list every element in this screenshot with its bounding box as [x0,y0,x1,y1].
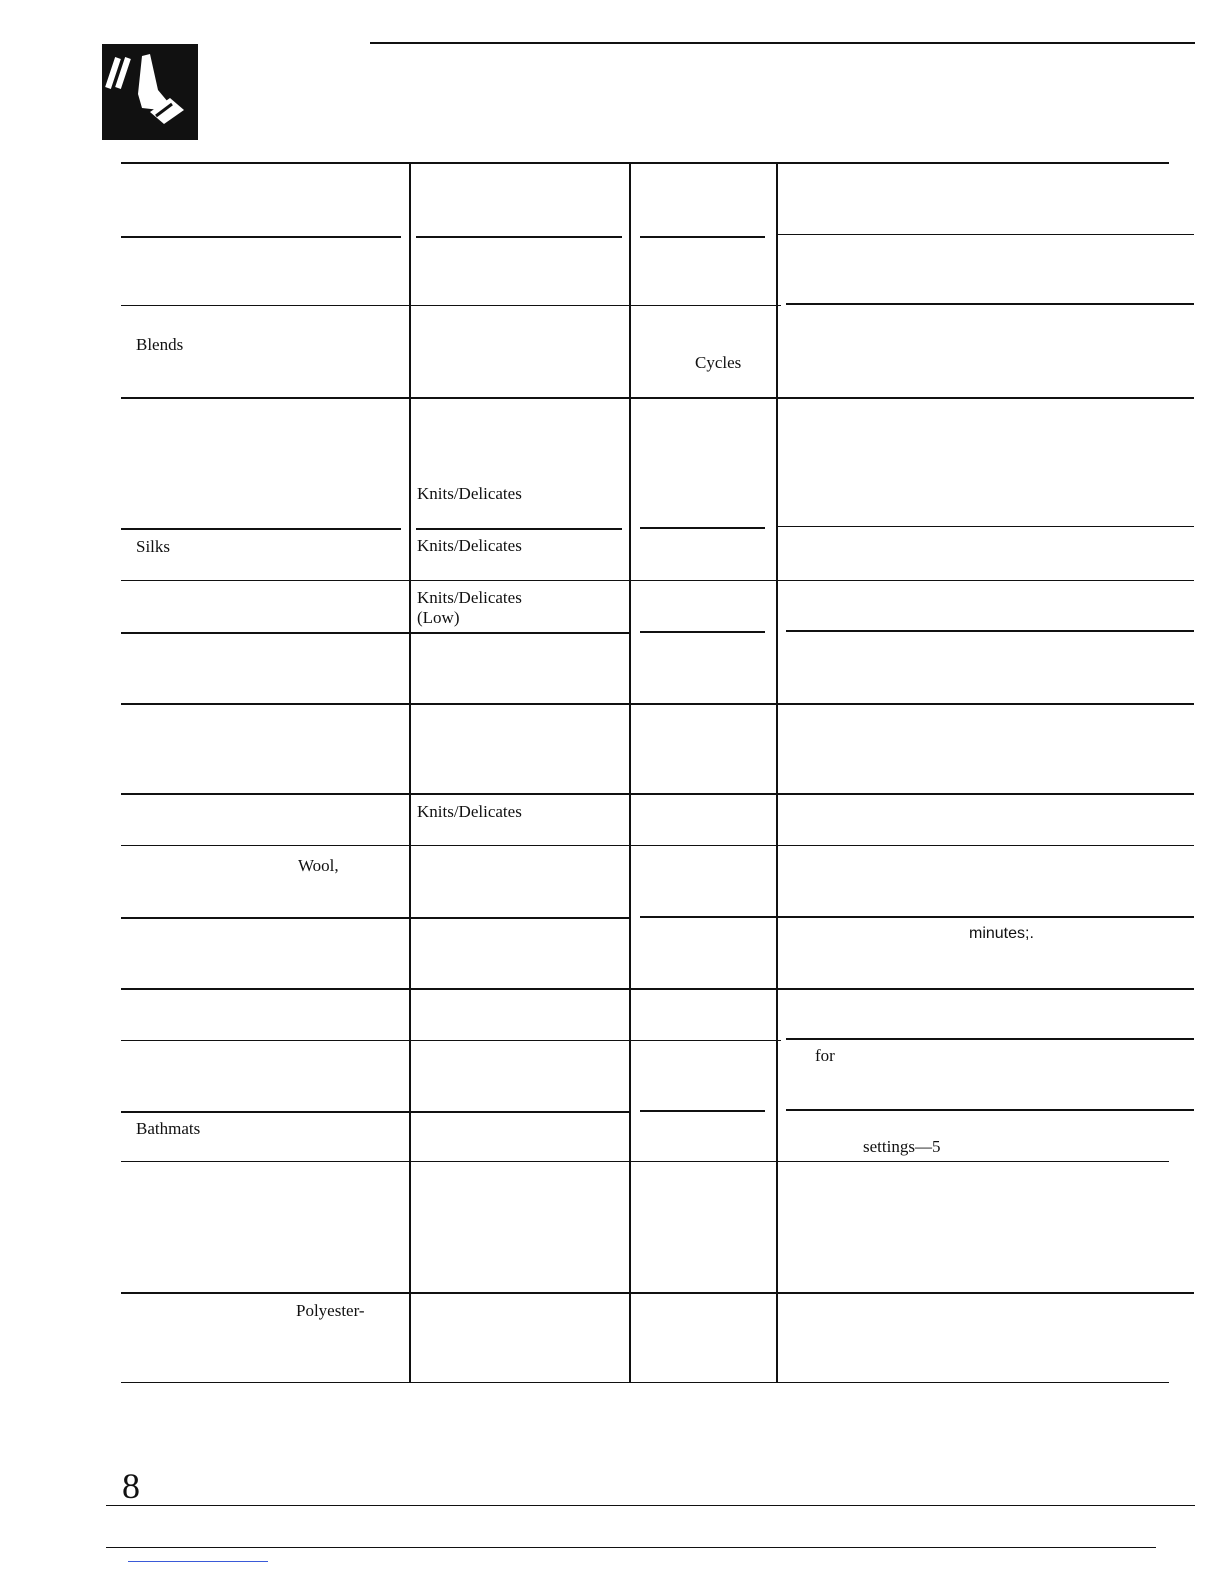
table-bottom-rule [121,1382,1169,1383]
row-rule [640,527,765,529]
row-rule [776,234,1194,235]
hand-pressing-button-icon [102,44,198,140]
cell-wool: Wool, [298,856,339,875]
row-rule [416,528,622,530]
row-rule [121,703,1194,705]
header-rule-left [102,44,198,46]
footer-rule-lower [106,1547,1156,1548]
row-rule [121,397,1194,399]
page-number: 8 [122,1466,140,1506]
row-rule [786,630,1194,632]
row-rule [121,988,1194,990]
column-divider-1 [409,164,411,1382]
row-rule [776,526,1194,527]
row-rule [640,916,1194,918]
row-rule [121,528,401,530]
cell-for: for [815,1046,835,1065]
row-rule [121,1040,781,1041]
row-rule [121,1161,1169,1162]
cell-knits-delicates: Knits/Delicates [417,484,522,503]
footer-rule [106,1505,1195,1506]
table-top-rule [121,162,1169,164]
cell-bathmats: Bathmats [136,1119,201,1138]
column-divider-3 [776,164,778,1382]
row-rule [121,305,781,306]
row-rule [786,1109,1194,1111]
cell-polyester: Polyester- [296,1301,365,1320]
cell-minutes: minutes;. [969,925,1034,942]
cell-settings: settings—5 [863,1137,941,1156]
row-rule [640,1110,765,1112]
cell-low: (Low) [417,608,460,627]
row-rule [121,632,629,634]
cell-knits-delicates: Knits/Delicates [417,802,522,821]
row-rule [786,303,1194,305]
row-rule [416,236,622,238]
cell-silks: Silks [136,537,171,556]
column-divider-2 [629,164,631,1382]
row-rule [786,1038,1194,1040]
row-rule [121,236,401,238]
row-rule [121,580,1194,581]
row-rule [121,845,1194,846]
row-rule [121,793,1194,795]
cell-cycles: Cycles [695,353,742,372]
row-rule [640,236,765,238]
row-rule [640,631,765,633]
footer-link-underline [128,1561,268,1562]
row-rule [121,1292,1194,1294]
cell-knits-delicates: Knits/Delicates [417,536,522,555]
cell-knits-delicates: Knits/Delicates [417,588,522,607]
row-rule [121,917,629,919]
header-rule [370,42,1195,44]
row-rule [121,1111,629,1113]
cell-blends: Blends [136,335,184,354]
